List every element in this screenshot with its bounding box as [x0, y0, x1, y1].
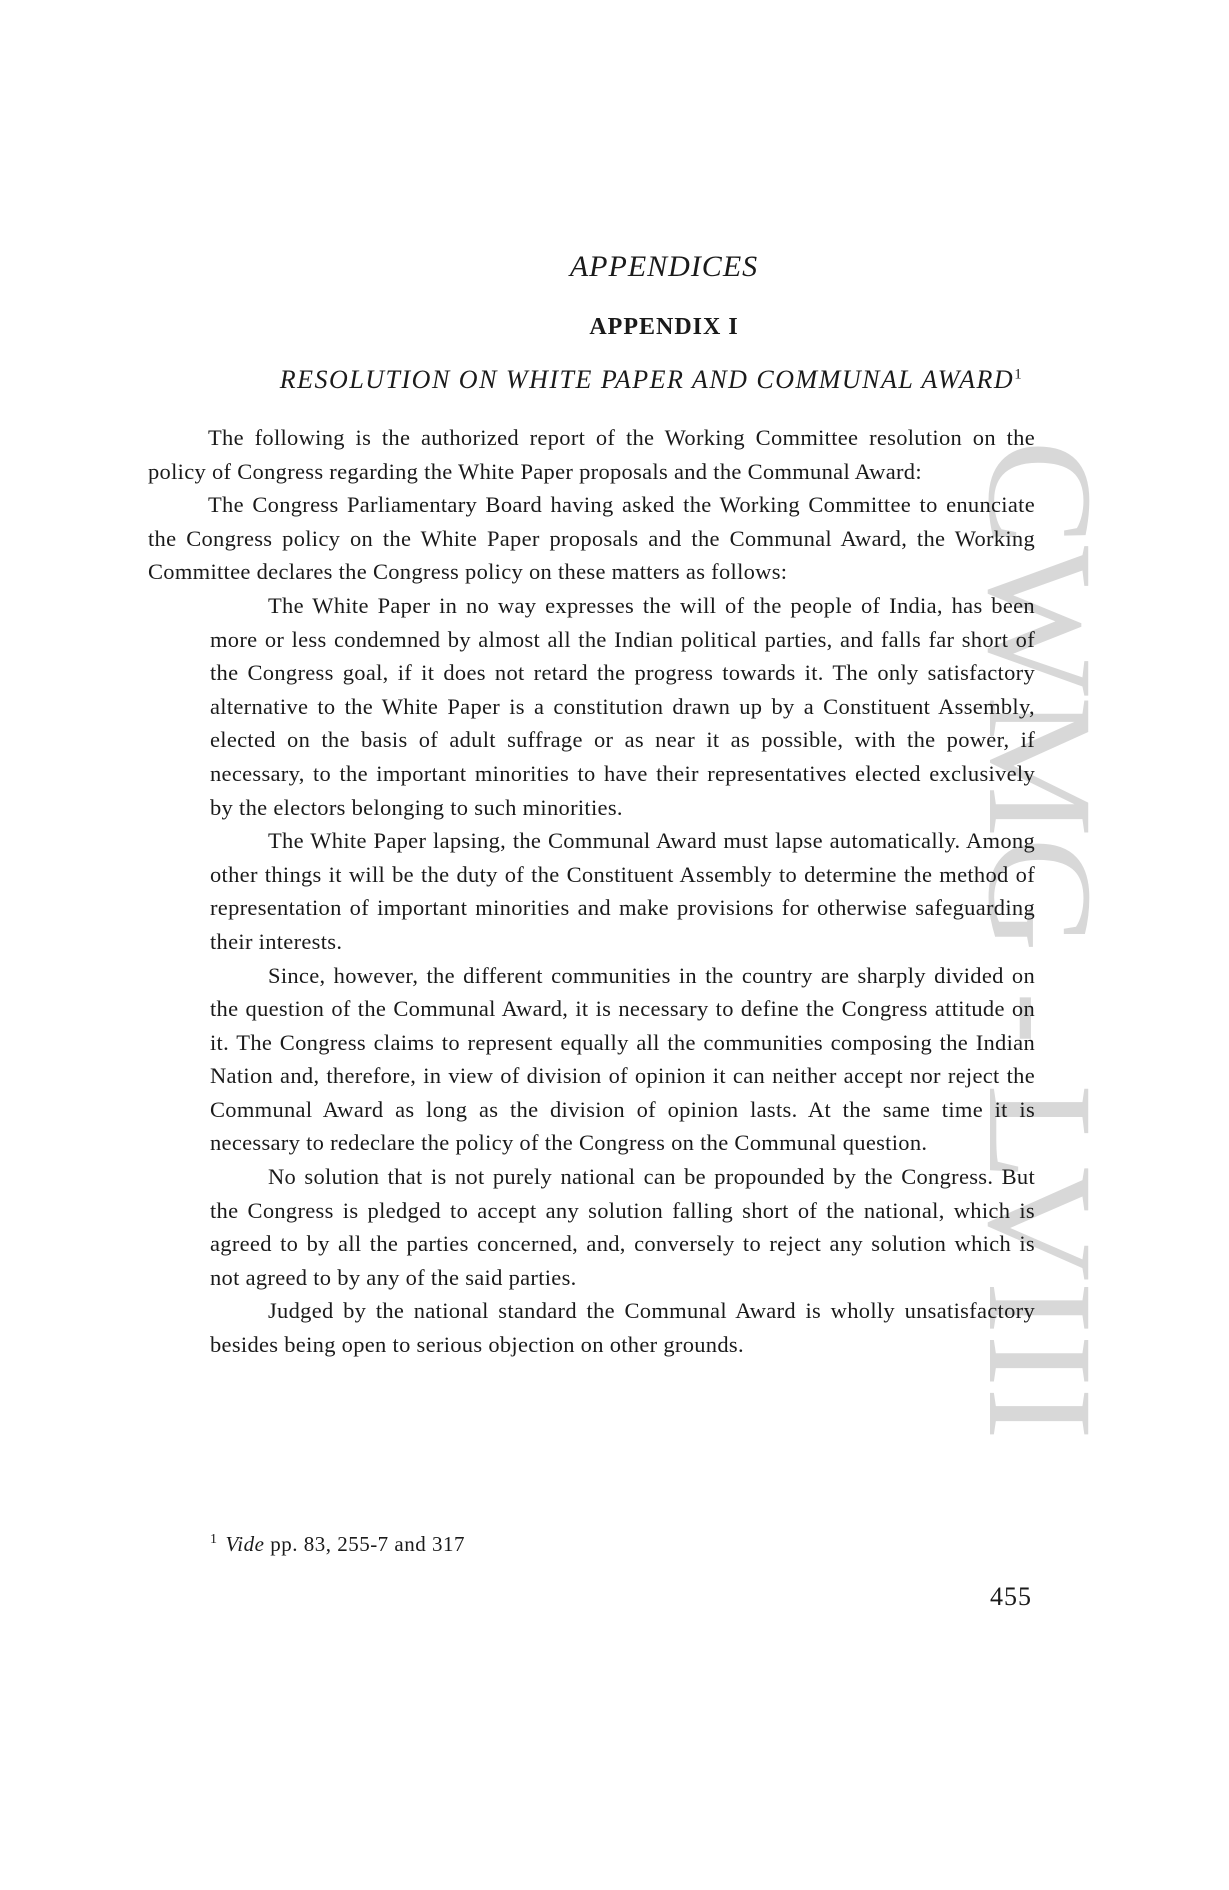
judged-paragraph: Judged by the national standard the Communal Award is wholly unsatisfactory besides being open to serious objection on other grounds. — [210, 1298, 1035, 1358]
since-paragraph: Since, however, the different communities in the country are sharply divided on the question of the Communal Award, it is necessary to define the Congress attitude on it. The Congress claims to represent equally all the communities composing the Indian Nation and, therefore, in view of division of opinion it can neither accept nor reject the Communal Award as long as the division of opinion lasts. At the same time it is necessary to redeclare the policy of the Congress on the Communal question. — [210, 962, 1035, 1156]
no-solution-paragraph: No solution that is not purely national can be propounded by the Congress. But the Congress is pledged to accept any solution falling short of the national, which is agreed to by all the parties concerned, and, conversely to reject any solution which is not agreed to by any of the said parties. — [210, 1164, 1035, 1290]
resolution-heading — [148, 365, 1035, 395]
page-number: 455 — [990, 1582, 1032, 1611]
white-paper-paragraph: The White Paper in no way expresses the will of the people of India, has been more or less condemned by almost all the Indian political parties, and falls far short of the Congress goal, if it does not retard the progress towards it. The only satisfactory alternative to the White Paper is a constitution drawn up by a Constituent Assembly, elected on the basis of adult suffrage or as near it as possible, with the power, if necessary, to the important minorities to have their representatives elected exclusively by the electors belonging to such minorities. — [210, 592, 1035, 820]
watermark-text: CWMG - LVIII — [957, 440, 1123, 1385]
resolution-title: RESOLUTION ON WHITE PAPER AND COMMUNAL AWARD — [279, 365, 1015, 394]
board-paragraph: The Congress Parliamentary Board having asked the Working Committee to enunciate the Congress policy on the White Paper proposals and the Communal Award, the Working Committee declares the Congress policy on these matters as follows: — [148, 492, 1035, 585]
footnote-number: 1 — [210, 1532, 218, 1547]
appendices-heading: APPENDICES — [569, 250, 759, 283]
footnote-marker: 1 — [1014, 366, 1024, 383]
lapsing-paragraph: The White Paper lapsing, the Communal Award must lapse automatically. Among other things it will be the duty of the Constituent Assembly to determine the method of representation of important minorities and make provisions for otherwise safeguarding their interests. — [210, 828, 1035, 954]
footnote-text: pp. 83, 255-7 and 317 — [270, 1532, 466, 1556]
appendix-heading: APPENDIX I — [589, 314, 739, 340]
resolution-text — [210, 589, 1035, 1362]
page-content — [148, 250, 1035, 1362]
intro-paragraph: The following is the authorized report of the Working Committee resolution on the policy of Congress regarding the White Paper proposals and the Communal Award: — [148, 425, 1035, 484]
footnote — [210, 1532, 465, 1557]
footnote-vide: Vide — [225, 1532, 265, 1556]
